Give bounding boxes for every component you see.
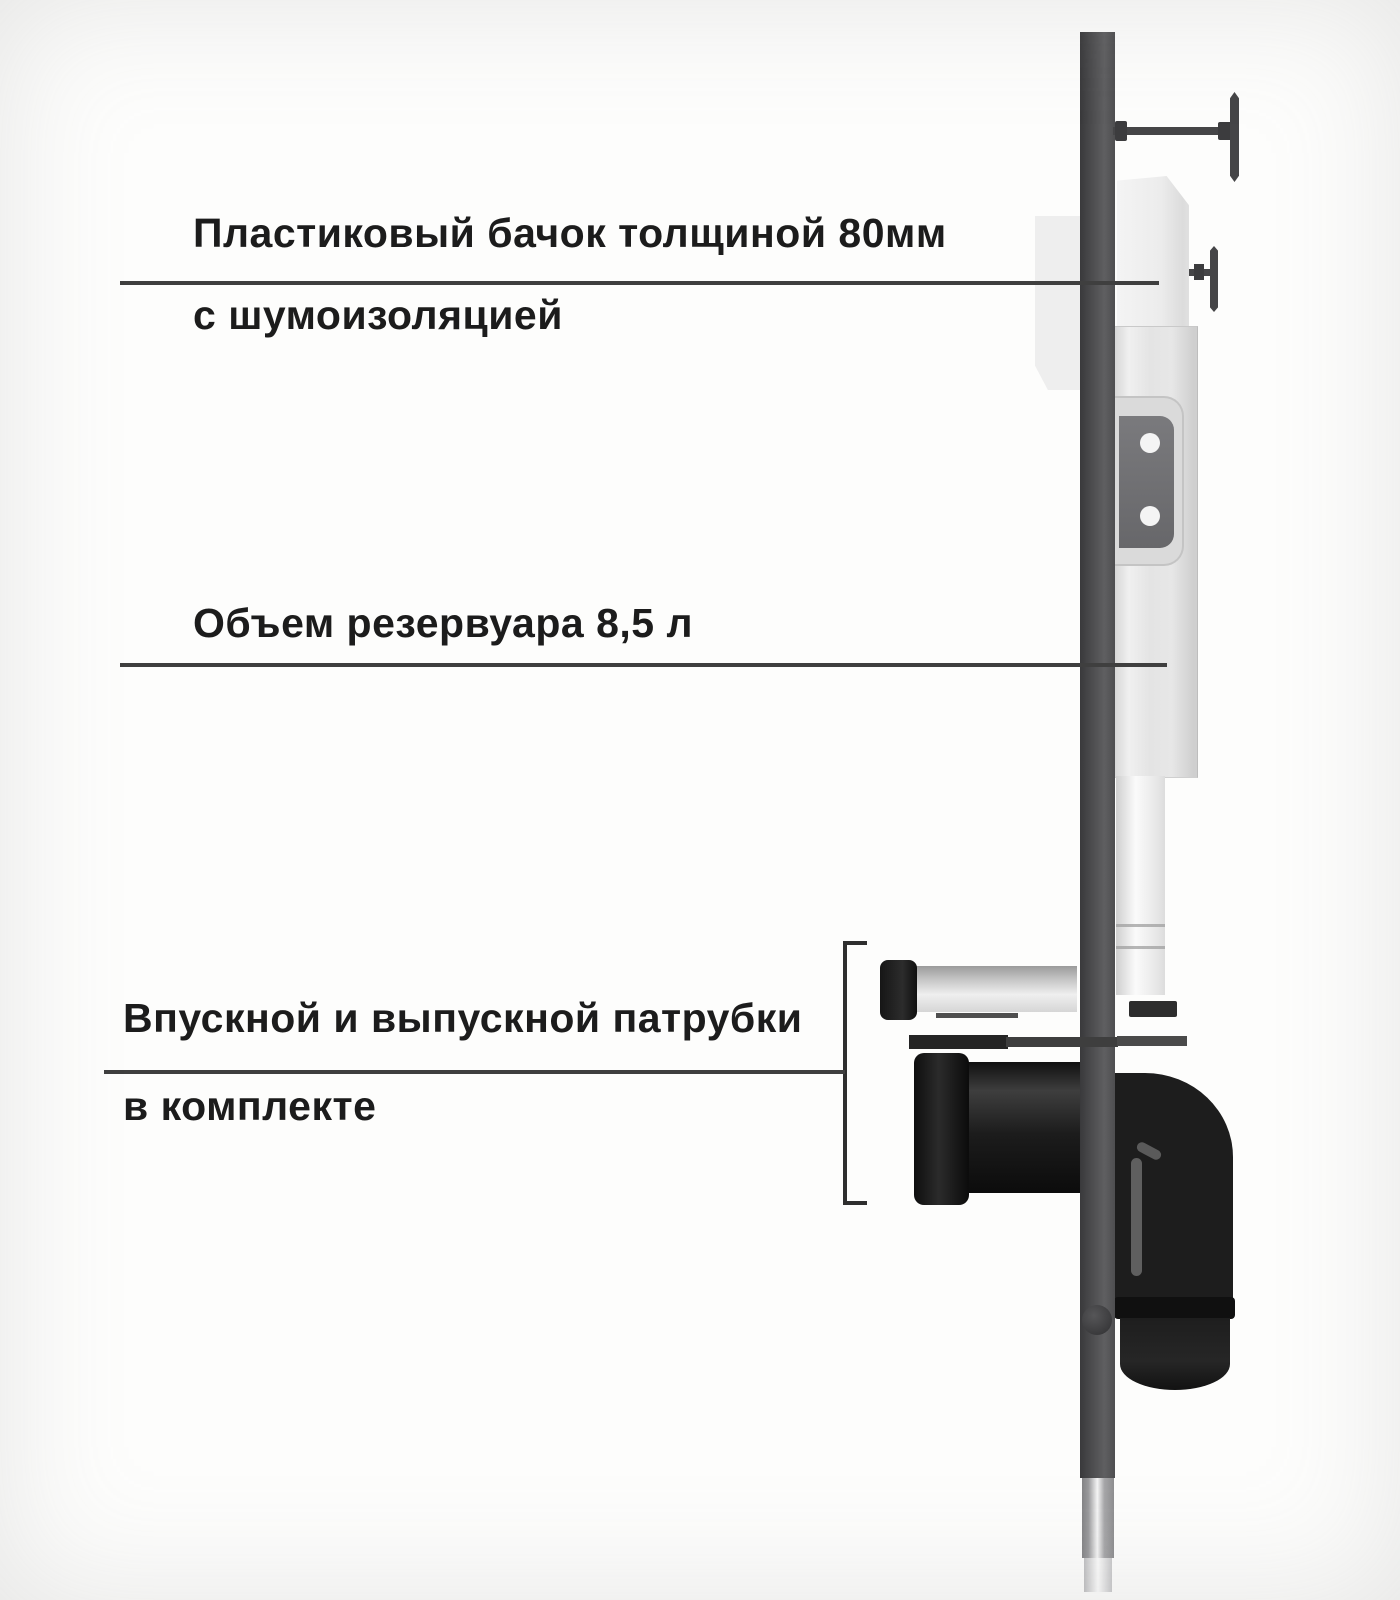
bracket-hole-top xyxy=(1140,433,1160,453)
mounting-bracket-plate xyxy=(1119,416,1174,548)
inlet-pipe-cap xyxy=(880,960,917,1020)
frame-rail-foot xyxy=(1082,1478,1114,1558)
frame-rail-foot-tip xyxy=(1084,1558,1112,1592)
tank-label-leader-line xyxy=(120,281,1159,285)
flush-pipe xyxy=(1116,776,1165,995)
frame-rail-bolt xyxy=(1082,1305,1112,1335)
outlet-pipe xyxy=(963,1062,1081,1193)
wall-anchor-top-rod xyxy=(1113,127,1223,135)
frame-rail xyxy=(1080,32,1115,1478)
tank-label-line2: с шумоизоляцией xyxy=(193,292,563,338)
pipes-bracket-top-tick xyxy=(843,941,867,945)
cistern-tank-left-section xyxy=(1035,216,1081,390)
cross-rod-right xyxy=(1117,1036,1187,1046)
wall-anchor-top-plate xyxy=(1230,92,1239,182)
cistern-tank-top xyxy=(1117,176,1197,330)
pipes-bracket-bottom-tick xyxy=(843,1201,867,1205)
outlet-elbow-highlight xyxy=(1131,1158,1142,1276)
inlet-pipe-edge xyxy=(936,1013,1018,1018)
tank-label-line1: Пластиковый бачок толщиной 80мм xyxy=(193,210,947,256)
pipes-label-line1: Впускной и выпускной патрубки xyxy=(123,995,803,1041)
cross-rod-left xyxy=(909,1035,1008,1049)
outlet-elbow-outlet xyxy=(1120,1318,1230,1390)
inlet-pipe xyxy=(915,966,1077,1012)
wall-anchor-lower-plate xyxy=(1210,246,1218,312)
outlet-pipe-flange xyxy=(914,1053,969,1205)
flush-pipe-seam xyxy=(1116,924,1165,927)
wall-anchor-lower-collar xyxy=(1194,264,1204,280)
wall-anchor-top-collar xyxy=(1115,121,1127,141)
bracket-hole-bottom xyxy=(1140,506,1160,526)
pipes-label-line2: в комплекте xyxy=(123,1083,377,1129)
flush-pipe-seam xyxy=(1116,946,1165,949)
outlet-elbow-ring xyxy=(1114,1297,1235,1319)
cross-rod-middle xyxy=(1006,1037,1118,1047)
pipes-label-leader-line xyxy=(104,1070,845,1074)
flush-pipe-connector xyxy=(1129,1001,1177,1017)
volume-label: Объем резервуара 8,5 л xyxy=(193,600,693,646)
volume-label-leader-line xyxy=(120,663,1167,667)
